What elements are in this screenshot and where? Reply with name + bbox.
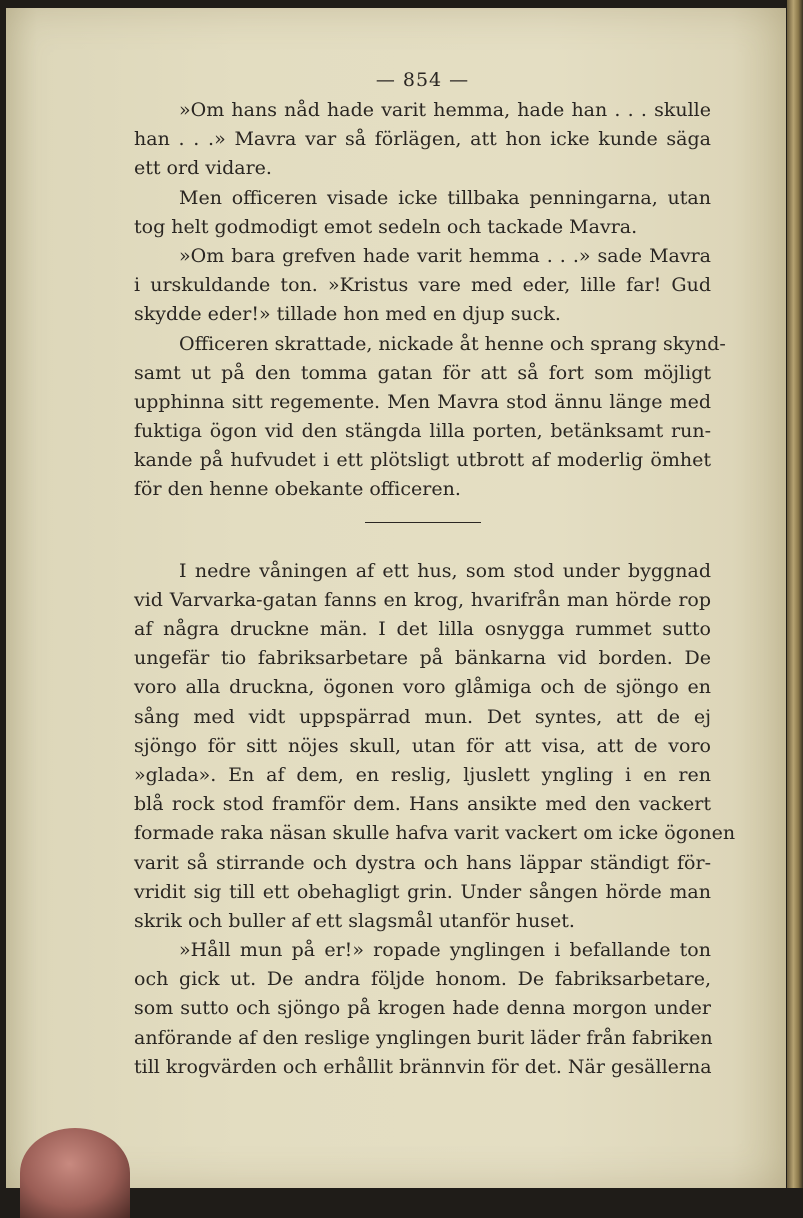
text-line: till krogvärden och erhållit brännvin för det. När gesällerna [134, 1055, 712, 1078]
paragraph [134, 330, 726, 505]
text-line: vridit sig till ett obehagligt grin. Under sången hörde man [134, 880, 711, 903]
text-line: sång med vidt uppspärrad mun. Det syntes, att de ej [134, 705, 711, 728]
text-line: som sutto och sjöngo på krogen hade denna morgon under [134, 997, 711, 1020]
section-1 [134, 96, 726, 505]
text-line: ungefär tio fabriksarbetare på bänkarna vid borden. De [134, 647, 711, 670]
thumb-image [20, 1128, 130, 1218]
paragraph [134, 96, 711, 184]
text-line: för den henne obekante officeren. [134, 478, 461, 501]
text-line: skrik och buller af ett slagsmål utanför huset. [134, 909, 575, 932]
text-line: fuktiga ögon vid den stängda lilla porten, betänksamt run- [134, 420, 711, 443]
text-line: blå rock stod framför dem. Hans ansikte med den vackert [134, 793, 711, 816]
paragraph [134, 184, 711, 242]
text-line: af några druckne män. I det lilla osnygga rummet sutto [134, 618, 711, 640]
paragraph [134, 936, 711, 1082]
text-line: kande på hufvudet i ett plötsligt utbrott af moderlig ömhet [134, 449, 711, 472]
page-text [134, 64, 736, 1082]
text-line: samt ut på den tomma gatan för att så fort som möjligt [134, 361, 711, 384]
text-line: skydde eder!» tillade hon med en djup suck. [134, 303, 561, 326]
page-number: — 854 — [375, 69, 470, 91]
section-divider [365, 522, 481, 523]
section-2 [134, 557, 736, 1082]
text-line: ett ord vidare. [134, 157, 272, 180]
text-line: »Om bara grefven hade varit hemma . . .» sade Mavra [179, 244, 711, 267]
text-line: Officeren skrattade, nickade åt henne och sprang skynd- [179, 332, 726, 355]
text-line: anförande af den reslige ynglingen burit läder från fabriken [134, 1026, 713, 1049]
text-line: »Om hans nåd hade varit hemma, hade han . . . skulle [179, 99, 711, 121]
book-edge [787, 0, 803, 1188]
text-line: formade raka näsan skulle hafva varit vackert om icke ögonen [134, 822, 736, 845]
text-line: I nedre våningen af ett hus, som stod under byggnad [179, 559, 711, 582]
text-line: och gick ut. De andra följde honom. De fabriksarbetare, [134, 968, 711, 991]
book-page [6, 8, 786, 1188]
text-line: Men officeren visade icke tillbaka penningarna, utan [179, 186, 711, 209]
text-line: varit så stirrande och dystra och hans läppar ständigt för- [134, 851, 711, 874]
text-line: »glada». En af dem, en reslig, ljuslett yngling i en ren [134, 763, 711, 786]
text-line: i urskuldande ton. »Kristus vare med eder, lille far! Gud [134, 274, 711, 297]
text-line: han . . .» Mavra var så förlägen, att hon icke kunde säga [134, 128, 711, 151]
text-line: upphinna sitt regemente. Men Mavra stod ännu länge med [134, 390, 711, 413]
text-line: sjöngo för sitt nöjes skull, utan för att visa, att de voro [134, 734, 711, 757]
text-line: voro alla druckna, ögonen voro glåmiga och de sjöngo en [134, 676, 711, 699]
text-line: tog helt godmodigt emot sedeln och tackade Mavra. [134, 215, 638, 238]
paragraph [134, 242, 711, 330]
paragraph [134, 557, 736, 936]
text-line: vid Varvarka-gatan fanns en krog, hvarifrån man hörde rop [134, 588, 711, 611]
text-line: »Håll mun på er!» ropade ynglingen i befallande ton [179, 939, 711, 962]
